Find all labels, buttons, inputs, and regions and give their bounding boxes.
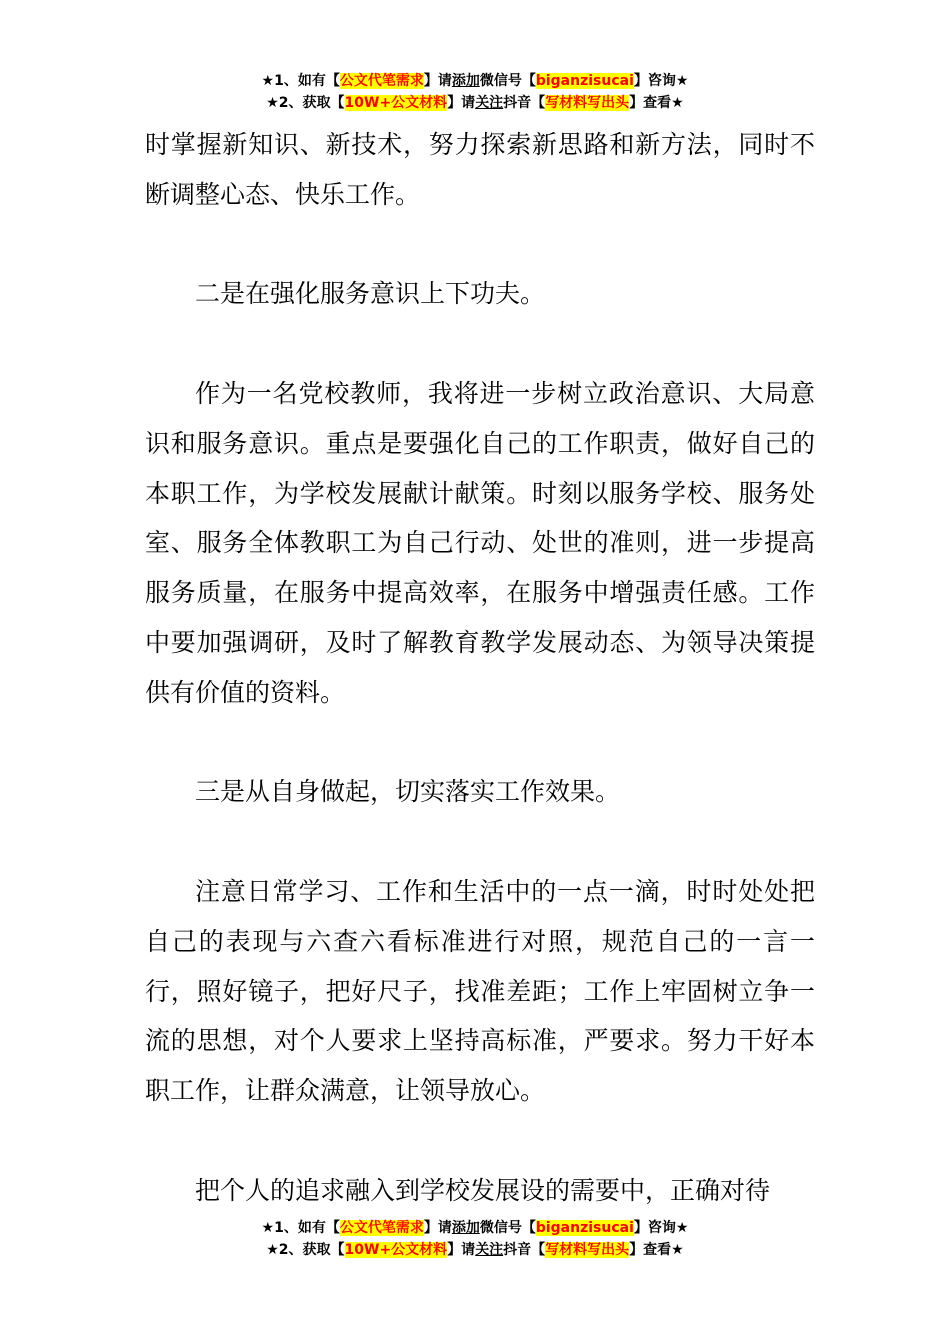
banner-line-2: ★2、获取【10W+公文材料】请关注抖音【写材料写出头】查看★	[266, 95, 684, 111]
banner-highlight: 公文代笔需求	[339, 1220, 424, 1236]
paragraph-gap	[145, 319, 815, 369]
paragraph: 注意日常学习、工作和生活中的一点一滴，时时处处把自己的表现与六查六看标准进行对照，规范自己的一言一行，照好镜子，把好尺子，找准差距；工作上牢固树立争一流的思想，对个人要求上坚持高标准，严要求。努力干好本职工作，让群众满意，让领导放心。	[145, 876, 815, 1106]
banner-highlight: biganzisucai	[535, 1220, 634, 1236]
section-heading: 二是在强化服务意识上下功夫。	[195, 279, 546, 309]
banner-highlight: biganzisucai	[535, 73, 634, 89]
banner-highlight: 10W+公文材料	[344, 1242, 448, 1258]
paragraph: 时掌握新知识、新技术，努力探索新思路和新方法，同时不断调整心态、快乐工作。	[145, 130, 815, 209]
banner-line-1: ★1、如有【公文代笔需求】请添加微信号【biganzisucai】咨询★	[261, 73, 689, 89]
banner-highlight: 10W+公文材料	[344, 95, 448, 111]
footer-banner	[0, 1217, 950, 1261]
paragraph-gap	[145, 718, 815, 768]
paragraph-gap	[145, 1116, 815, 1166]
paragraph: 把个人的追求融入到学校发展设的需要中，正确对待	[195, 1175, 771, 1205]
header-banner	[0, 70, 950, 114]
banner-highlight: 写材料写出头	[545, 1242, 630, 1258]
banner-highlight: 公文代笔需求	[339, 73, 424, 89]
paragraph-gap	[145, 220, 815, 270]
paragraph-gap	[145, 817, 815, 867]
banner-highlight: 写材料写出头	[545, 95, 630, 111]
paragraph: 作为一名党校教师，我将进一步树立政治意识、大局意识和服务意识。重点是要强化自己的工作职责，做好自己的本职工作，为学校发展献计献策。时刻以服务学校、服务处室、服务全体教职工为自己行动、处世的准则，进一步提高服务质量，在服务中提高效率，在服务中增强责任感。工作中要加强调研，及时了解教育教学发展动态、为领导决策提供有价值的资料。	[145, 378, 815, 707]
banner-line-2: ★2、获取【10W+公文材料】请关注抖音【写材料写出头】查看★	[266, 1242, 684, 1258]
section-heading: 三是从自身做起，切实落实工作效果。	[195, 777, 621, 807]
document-body	[145, 120, 815, 1216]
banner-line-1: ★1、如有【公文代笔需求】请添加微信号【biganzisucai】咨询★	[261, 1220, 689, 1236]
